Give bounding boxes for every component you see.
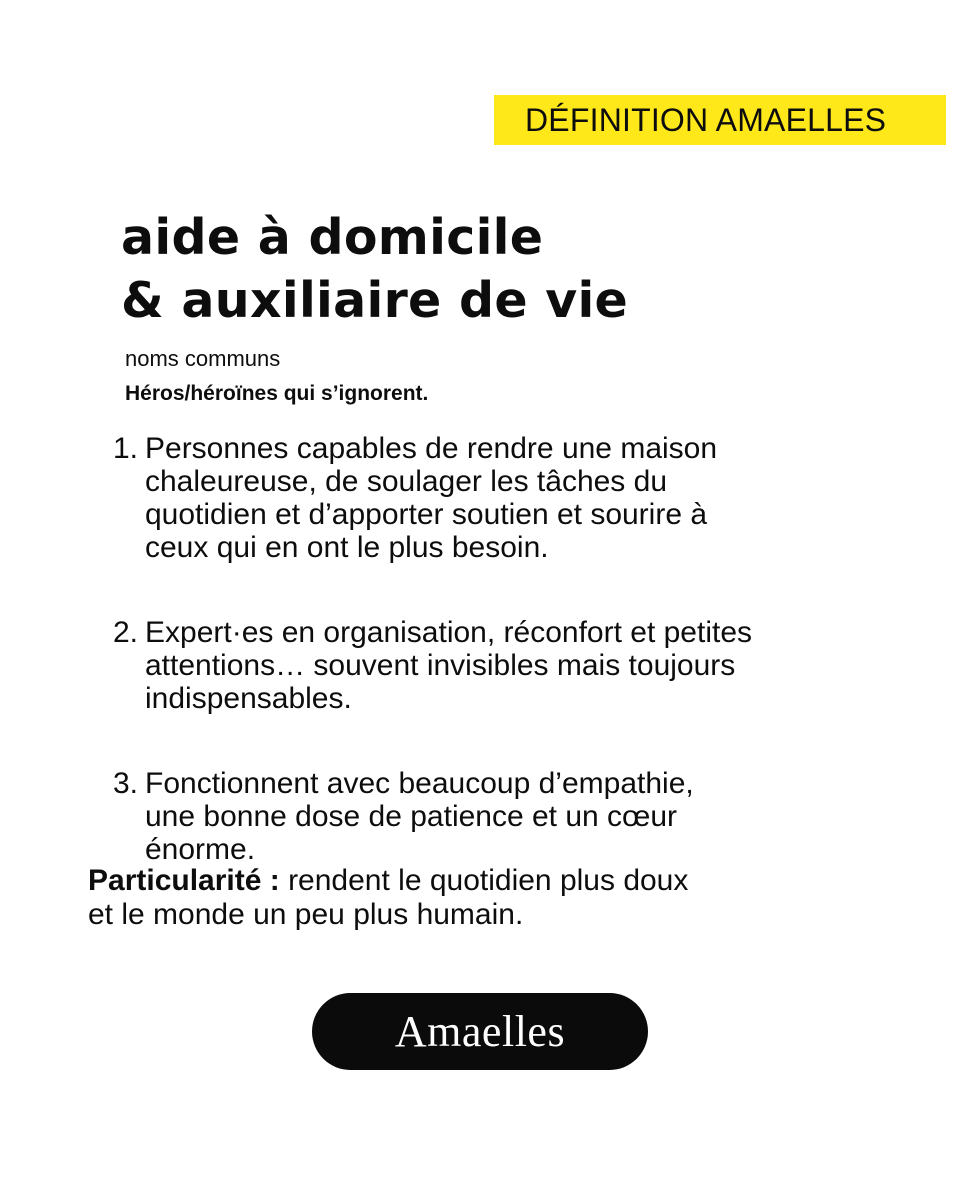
definition-number: 2. [113,616,139,649]
definition-number: 1. [113,432,139,465]
definition-text [145,616,933,715]
definition-tag: DÉFINITION AMAELLES [494,95,946,145]
particularity-label: Particularité : [88,864,280,897]
definition-text [145,432,933,564]
definition-line: ceux qui en ont le plus besoin. [145,531,549,564]
particularity-line-1 [88,864,688,898]
definition-line: attentions… souvent invisibles mais toujours [145,649,736,682]
entry-title [121,206,628,332]
definition-line: quotidien et d’apporter soutien et sourire à [145,498,708,531]
entry-title-line-2: & auxiliaire de vie [121,272,629,329]
entry-title-line-1: aide à domicile [121,209,544,266]
sense-summary: Héros/héroïnes qui s’ignorent. [125,382,429,405]
definition-list [113,432,933,866]
definition-text [145,767,933,866]
definition-item [113,616,933,715]
definition-line: une bonne dose de patience et un cœur [145,800,678,833]
particularity-text: rendent le quotidien plus doux [279,864,689,897]
particularity-line-2: et le monde un peu plus humain. [88,898,524,931]
logo-wordmark: Amaelles [394,1007,566,1056]
part-of-speech: noms communs [125,346,281,371]
particularity-note [88,864,688,932]
definition-line: Expert·es en organisation, réconfort et petites [145,616,753,649]
definition-item [113,432,933,564]
definition-line: Fonctionnent avec beaucoup d’empathie, [145,767,694,800]
definition-line: Personnes capables de rendre une maison [145,432,718,465]
definition-line: indispensables. [145,682,352,715]
amaelles-logo [312,993,648,1070]
definition-line: énorme. [145,833,256,866]
definition-number: 3. [113,767,139,800]
definition-line: chaleureuse, de soulager les tâches du [145,465,668,498]
definition-item [113,767,933,866]
